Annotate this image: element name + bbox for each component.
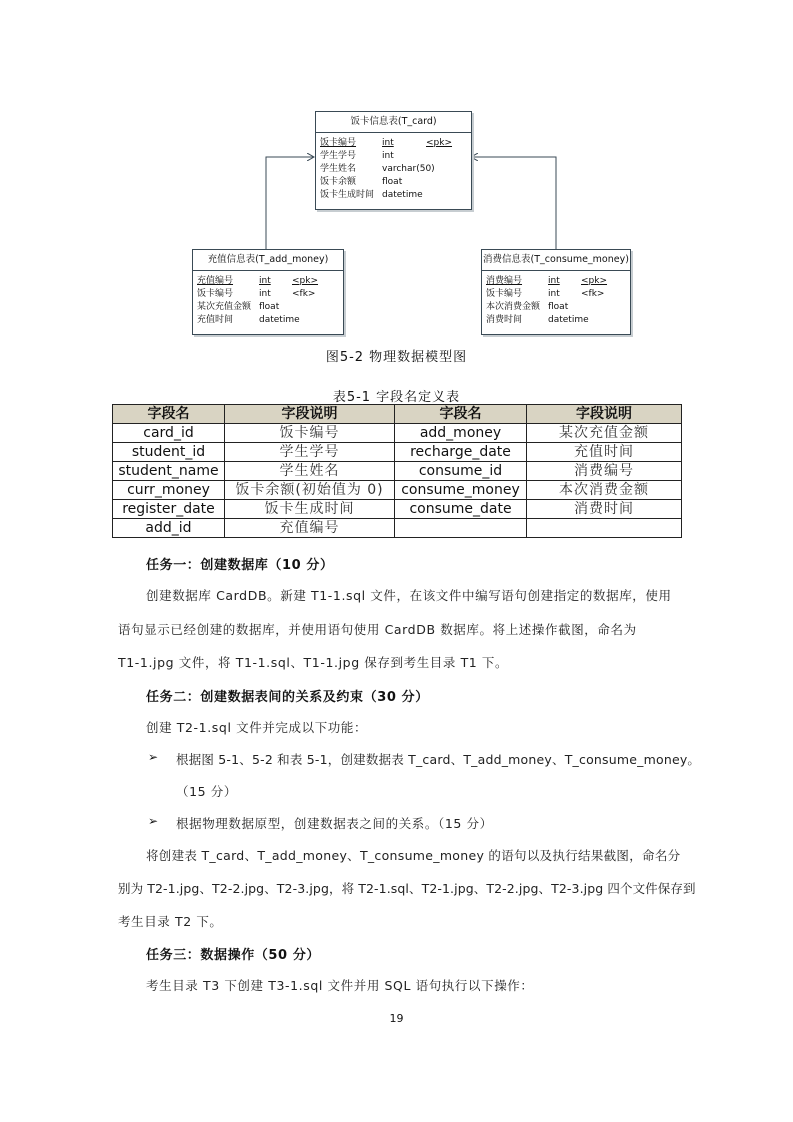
field-name: 饭卡编号	[486, 289, 523, 299]
entity-field-row	[320, 176, 467, 189]
header-field-name: 字段名	[395, 405, 527, 424]
cell-field-name: student_id	[113, 443, 225, 462]
entity-title: 饭卡信息表(T_card)	[316, 112, 471, 133]
field-key	[292, 314, 337, 327]
table-row	[113, 500, 682, 519]
task3-heading: 任务三：数据操作（50 分）	[146, 948, 321, 963]
table-entity-t-add-money	[192, 249, 344, 335]
task1-heading: 任务一：创建数据库（10 分）	[146, 558, 334, 573]
table-row	[113, 462, 682, 481]
field-name: 饭卡编号	[320, 138, 357, 148]
cell-field-desc: 某次充值金额	[527, 424, 682, 443]
cell-field-desc: 充值编号	[225, 519, 395, 538]
table-caption: 表5-1 字段名定义表	[332, 390, 461, 405]
relation-add-to-card	[266, 157, 314, 250]
cell-field-desc: 本次消费金额	[527, 481, 682, 500]
paragraph-line: 语句显示已经创建的数据库，并使用语句使用 CardDB 数据库。将上述操作截图，命名为	[118, 622, 637, 637]
table-row	[113, 481, 682, 500]
field-type: int	[382, 151, 394, 161]
entity-field-row	[486, 301, 626, 314]
field-type: float	[548, 302, 569, 312]
entity-title: 充值信息表(T_add_money)	[193, 250, 343, 271]
field-type: float	[259, 302, 280, 312]
bullet-arrow-icon: ➢	[148, 814, 159, 828]
header-field-desc: 字段说明	[527, 405, 682, 424]
field-type: int	[548, 289, 560, 299]
relation-consume-to-card	[471, 157, 556, 250]
field-name: 饭卡生成时间	[320, 190, 375, 200]
cell-field-name: register_date	[113, 500, 225, 519]
page-number: 19	[389, 1012, 404, 1025]
field-type: varchar(50)	[382, 164, 435, 174]
field-name: 消费时间	[486, 315, 523, 325]
paragraph-line: 将创建表 T_card、T_add_money、T_consume_money 的语句以及执行结果截图，命名分	[146, 848, 681, 863]
cell-field-desc: 饭卡生成时间	[225, 500, 395, 519]
cell-field-name: curr_money	[113, 481, 225, 500]
entity-field-row	[197, 314, 339, 327]
field-key	[292, 301, 337, 314]
table-row	[113, 443, 682, 462]
paragraph-line: 创建 T2-1.sql 文件并完成以下功能：	[146, 720, 368, 735]
paragraph-line: T1-1.jpg 文件，将 T1-1.sql、T1-1.jpg 保存到考生目录 T1 下。	[118, 655, 509, 670]
table-entity-t-card	[315, 111, 472, 210]
bullet-item-cont: （15 分）	[176, 784, 237, 799]
table-header-row	[113, 405, 682, 424]
field-key	[581, 314, 626, 327]
field-type: datetime	[259, 315, 300, 325]
cell-field-desc: 消费时间	[527, 500, 682, 519]
field-key	[426, 189, 466, 202]
field-name: 充值编号	[197, 276, 234, 286]
field-type: datetime	[548, 315, 589, 325]
field-type: int	[259, 289, 271, 299]
field-key	[426, 176, 466, 189]
entity-field-row	[320, 163, 467, 176]
cell-field-name: student_name	[113, 462, 225, 481]
paragraph-line: 考生目录 T2 下。	[118, 914, 223, 929]
field-key: <pk>	[292, 276, 319, 286]
entity-fields	[193, 271, 343, 330]
cell-field-name: add_id	[113, 519, 225, 538]
cell-field-desc: 学生学号	[225, 443, 395, 462]
cell-field-name: card_id	[113, 424, 225, 443]
entity-field-row	[486, 288, 626, 301]
field-name: 消费编号	[486, 276, 523, 286]
cell-field-name: recharge_date	[395, 443, 527, 462]
header-field-desc: 字段说明	[225, 405, 395, 424]
field-type: datetime	[382, 190, 423, 200]
entity-field-row	[197, 288, 339, 301]
cell-field-name	[395, 519, 527, 538]
field-key: <fk>	[581, 289, 605, 299]
field-key: <pk>	[426, 138, 453, 148]
field-key	[581, 301, 626, 314]
cell-field-desc: 充值时间	[527, 443, 682, 462]
entity-field-row	[320, 137, 467, 150]
field-definition-table	[112, 404, 682, 538]
field-name: 本次消费金额	[486, 302, 541, 312]
cell-field-name: consume_id	[395, 462, 527, 481]
bullet-item: 根据物理数据原型，创建数据表之间的关系。（15 分）	[176, 816, 493, 831]
field-key	[426, 163, 466, 176]
table-row	[113, 519, 682, 538]
cell-field-desc: 消费编号	[527, 462, 682, 481]
entity-field-row	[486, 275, 626, 288]
paragraph-line: 创建数据库 CardDB。新建 T1-1.sql 文件，在该文件中编写语句创建指定的数据库，使用	[146, 588, 672, 603]
entity-field-row	[320, 189, 467, 202]
cell-field-name: consume_money	[395, 481, 527, 500]
entity-fields	[482, 271, 630, 330]
field-name: 学生学号	[320, 151, 357, 161]
header-field-name: 字段名	[113, 405, 225, 424]
bullet-item: 根据图 5-1、5-2 和表 5-1，创建数据表 T_card、T_add_money、T_consume_money。	[176, 752, 701, 767]
field-name: 饭卡余额	[320, 177, 357, 187]
field-key: <fk>	[292, 289, 316, 299]
entity-field-row	[486, 314, 626, 327]
field-name: 充值时间	[197, 315, 234, 325]
field-key: <pk>	[581, 276, 608, 286]
table-entity-t-consume-money	[481, 249, 631, 335]
cell-field-desc: 饭卡余额(初始值为 0)	[225, 481, 395, 500]
table-row	[113, 424, 682, 443]
field-key	[426, 150, 466, 163]
field-type: int	[259, 276, 271, 286]
paragraph-line: 别为 T2-1.jpg、T2-2.jpg、T2-3.jpg，将 T2-1.sql、T2-1.jpg、T2-2.jpg、T2-3.jpg 四个文件保存到	[118, 881, 696, 896]
cell-field-name: add_money	[395, 424, 527, 443]
entity-title: 消费信息表(T_consume_money)	[482, 250, 630, 271]
field-name: 学生姓名	[320, 164, 357, 174]
entity-field-row	[197, 275, 339, 288]
entity-field-row	[320, 150, 467, 163]
cell-field-desc: 饭卡编号	[225, 424, 395, 443]
cell-field-desc: 学生姓名	[225, 462, 395, 481]
field-name: 饭卡编号	[197, 289, 234, 299]
field-type: int	[382, 138, 394, 148]
task2-heading: 任务二：创建数据表间的关系及约束（30 分）	[146, 690, 429, 705]
paragraph-line: 考生目录 T3 下创建 T3-1.sql 文件并用 SQL 语句执行以下操作：	[146, 978, 534, 993]
field-type: float	[382, 177, 403, 187]
cell-field-desc	[527, 519, 682, 538]
entity-field-row	[197, 301, 339, 314]
bullet-arrow-icon: ➢	[148, 750, 159, 764]
entity-fields	[316, 133, 471, 205]
figure-caption: 图5-2 物理数据模型图	[325, 350, 468, 365]
field-name: 某次充值金额	[197, 302, 252, 312]
cell-field-name: consume_date	[395, 500, 527, 519]
field-type: int	[548, 276, 560, 286]
